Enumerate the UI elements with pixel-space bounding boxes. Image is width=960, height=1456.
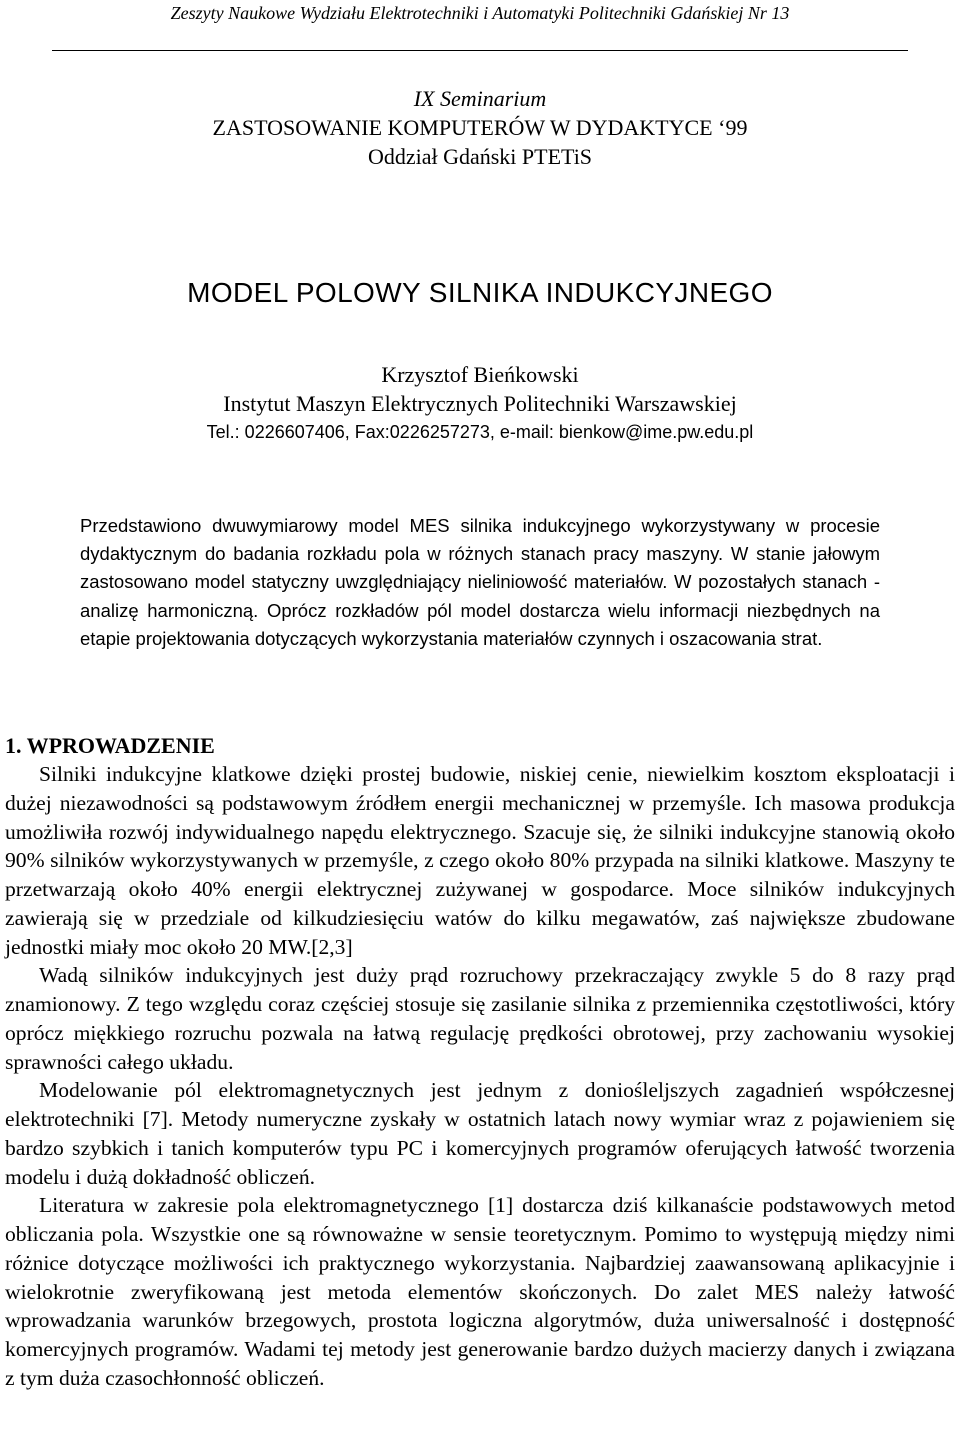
- section-body: [5, 760, 955, 1393]
- conference-name: ZASTOSOWANIE KOMPUTERÓW W DYDAKTYCE ‘99: [212, 115, 748, 140]
- paragraph: Modelowanie pól elektromagnetycznych jest jednym z doniośleljszych zagadnień współczesnej elektrotechniki [7]. Metody numeryczne zyskały w ostatnich latach nowy wymiar wraz z pojawieniem się bardzo szybkich i tanich komputerów typu PC i komercyjnych programów oferujących łatwość tworzenia modelu i dużą dokładność obliczeń.: [5, 1078, 955, 1189]
- paragraph: Wadą silników indukcyjnych jest duży prąd rozruchowy przekraczający zwykle 5 do 8 razy prąd znamionowy. Z tego względu coraz częściej stosuje się zasilanie silnika z przemiennika częstotliwości, który oprócz miękkiego rozruchu pozwala na łatwą regulację prędkości obrotowej, przy zachowaniu wysokiej sprawności całego układu.: [5, 963, 955, 1074]
- author-contact: Tel.: 0226607406, Fax:0226257273, e-mail: bienkow@ime.pw.edu.pl: [206, 422, 754, 442]
- paragraph: Silniki indukcyjne klatkowe dzięki prostej budowie, niskiej cenie, niewielkim kosztom eksploatacji i dużej niezawodności są podstawowym źródłem energii mechanicznej w przemyśle. Ich masowa produkcja umożliwiła rozwój indywidualnego napędu elektrycznego. Szacuje się, że silniki indukcyjne stanowią około 90% silników wykorzystywanych w przemyśle, z czego około 80% przypada na silniki klatkowe. Maszyny te przetwarzają około 40% energii elektrycznej zużywanej w gospodarce. Moce silników indukcyjnych zawierają się w przedziale od kilkudziesięciu watów do kilku megawatów, zaś największe zbudowane jednostki miały moc około 20 MW.[2,3]: [5, 762, 955, 959]
- journal-header: Zeszyty Naukowe Wydziału Elektrotechniki i Automatyki Politechniki Gdańskiej Nr 13: [170, 3, 790, 23]
- section-heading: 1. WPROWADZENIE: [5, 733, 215, 758]
- paragraph: Literatura w zakresie pola elektromagnetycznego [1] dostarcza dziś kilkanaście podstawowych metod obliczania pola. Wszystkie one są równoważne w sensie teoretycznym. Pomimo to występują między nimi różnice dotyczące możliwości ich praktycznego wykorzystania. Najbardziej zaawansowaną aplikacyjnie i wielokrotnie zweryfikowaną jest metoda elementów skończonych. Do zalet MES należy łatwość wprowadzania warunków brzegowych, prostota logiczna algorytmów, duża uniwersalność i dostępność komercyjnych programów. Wadami tej metody jest generowanie bardzo dużych macierzy danych i związana z tym duża czasochłonność obliczeń.: [5, 1193, 955, 1390]
- abstract: Przedstawiono dwuwymiarowy model MES silnika indukcyjnego wykorzystywany w procesie dydaktycznym do badania rozkładu pola w różnych stanach pracy maszyny. W stanie jałowym zastosowano model statyczny uwzględniający nieliniowość materiałów. W pozostałych stanach - analizę harmoniczną. Oprócz rozkładów pól model dostarcza wielu informacji niezbędnych na etapie projektowania dotyczących wykorzystania materiałów czynnych i oszacowania strat.: [80, 515, 880, 649]
- header-rule: [52, 50, 908, 51]
- conference-branch: Oddział Gdański PTETiS: [367, 144, 593, 169]
- seminar-label: IX Seminarium: [413, 86, 547, 111]
- author-name: Krzysztof Bieńkowski: [381, 362, 579, 387]
- author-institution: Instytut Maszyn Elektrycznych Politechniki Warszawskiej: [223, 391, 737, 416]
- paper-title: MODEL POLOWY SILNIKA INDUKCYJNEGO: [187, 277, 773, 308]
